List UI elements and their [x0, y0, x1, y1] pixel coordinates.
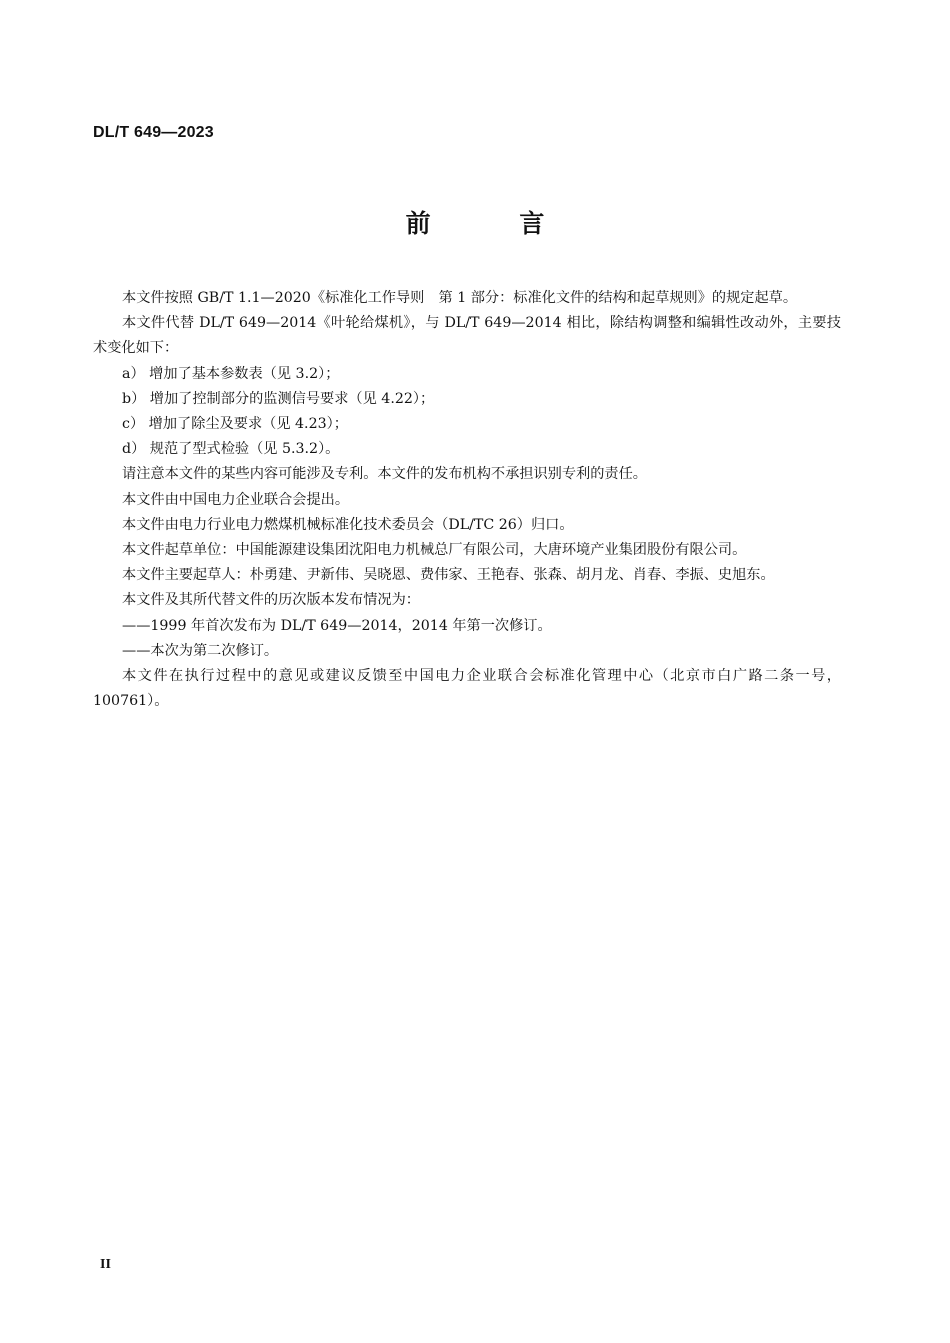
paragraph-replacement: 本文件代替 DL/T 649—2014《叶轮给煤机》，与 DL/T 649—2014 相比，除结构调整和编辑性改动外，主要技术变化如下：: [93, 315, 841, 357]
page-number: II: [100, 1257, 111, 1272]
list-item: a） 增加了基本参数表（见 3.2）；: [122, 365, 340, 382]
paragraph-drafters: 本文件主要起草人：朴勇建、尹新伟、吴晓恩、费伟家、王艳春、张森、胡月龙、肖春、李振、史旭东。: [122, 567, 775, 584]
paragraph-drafting-rules: 本文件按照 GB/T 1.1—2020《标准化工作导则 第 1 部分：标准化文件的结构和起草规则》的规定起草。: [122, 290, 798, 306]
list-item: b） 增加了控制部分的监测信号要求（见 4.22）；: [122, 390, 435, 407]
foreword-body: [93, 286, 841, 714]
paragraph-history: 本文件及其所代替文件的历次版本发布情况为：: [122, 592, 420, 609]
paragraph-proposer: 本文件由中国电力企业联合会提出。: [122, 491, 350, 508]
list-item: c） 增加了除尘及要求（见 4.23）；: [122, 416, 348, 433]
paragraph-feedback: 本文件在执行过程中的意见或建议反馈至中国电力企业联合会标准化管理中心（北京市白广路二条一号，100761）。: [93, 668, 841, 710]
paragraph-drafting-units: 本文件起草单位：中国能源建设集团沈阳电力机械总厂有限公司，大唐环境产业集团股份有限公司。: [122, 542, 747, 559]
paragraph-committee: 本文件由电力行业电力燃煤机械标准化技术委员会（DL/TC 26）归口。: [122, 516, 574, 533]
history-item: ——1999 年首次发布为 DL/T 649—2014，2014 年第一次修订。: [122, 617, 552, 634]
page-title: 前 言: [405, 209, 585, 238]
history-item: ——本次为第二次修订。: [122, 642, 279, 659]
list-item: d） 规范了型式检验（见 5.3.2）。: [122, 441, 340, 458]
standard-code: DL/T 649—2023: [93, 124, 214, 141]
paragraph-patent-notice: 请注意本文件的某些内容可能涉及专利。本文件的发布机构不承担识别专利的责任。: [122, 466, 647, 483]
